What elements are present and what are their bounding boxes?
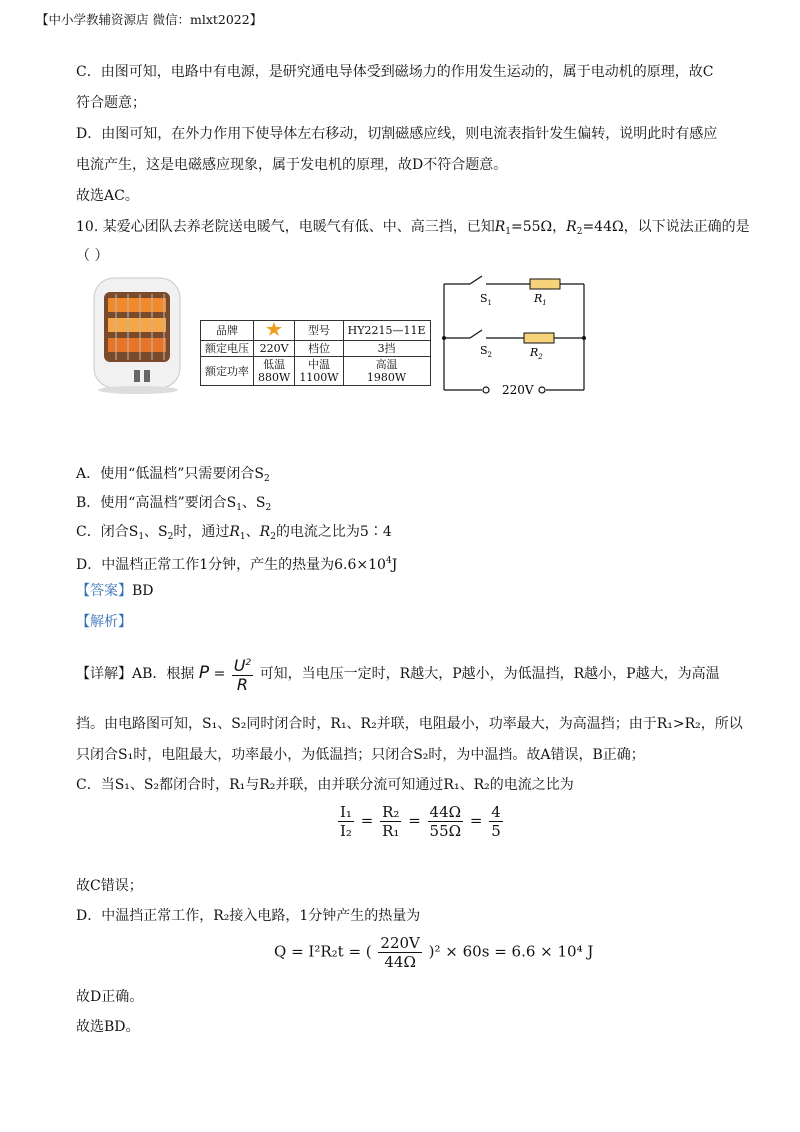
heater-image bbox=[88, 276, 188, 394]
ratio-ohm bbox=[428, 803, 464, 840]
option-c-r2: R bbox=[259, 524, 271, 540]
r2-label: $R_2$ bbox=[530, 346, 543, 361]
option-c-mid: 、S bbox=[144, 524, 168, 540]
ratio-eq3: = bbox=[469, 811, 483, 830]
power-high bbox=[343, 357, 430, 386]
high-value: 1980W bbox=[366, 371, 407, 384]
detail-line4: C．当S₁、S₂都闭合时，R₁与R₂并联，由并联分流可知通过R₁、R₂的电流之比为 bbox=[76, 777, 574, 793]
option-c-sub1: 1 bbox=[138, 532, 145, 542]
low-name: 低温 bbox=[263, 358, 286, 371]
detail-tail: 可知，当电压一定时，R越大，P越小，为低温挡，R越小，P越大，为高温 bbox=[259, 666, 720, 682]
ratio-eq1: = bbox=[360, 811, 374, 830]
option-c-end: 的电流之比为5∶4 bbox=[275, 524, 392, 540]
analysis-label bbox=[76, 612, 132, 632]
option-c-sub2: 2 bbox=[167, 532, 174, 542]
heat-num: 220V bbox=[380, 934, 420, 952]
ratio-55: 55Ω bbox=[429, 822, 462, 840]
r2-symbol: R bbox=[566, 219, 577, 235]
c-wrong: 故C错误； bbox=[76, 878, 143, 894]
r1-symbol: R bbox=[494, 219, 506, 235]
ratio-i1: I₁ bbox=[340, 803, 352, 821]
option-b-sub2: 2 bbox=[265, 503, 272, 513]
formula-p: P bbox=[198, 663, 210, 683]
model-value: HY2215—11E bbox=[343, 321, 430, 341]
ratio-i2: I₂ bbox=[340, 822, 352, 840]
option-b bbox=[76, 493, 271, 518]
prev-choose: 故选AC。 bbox=[76, 188, 139, 204]
heat-rhs: )² × 60s = 6.6 × 10⁴ J bbox=[428, 942, 594, 961]
r2-value: =44Ω，以下说法正确的是 bbox=[582, 219, 750, 235]
formula-fraction bbox=[232, 654, 253, 694]
detail-line5: D．中温挡正常工作，R₂接入电路，1分钟产生的热量为 bbox=[76, 908, 421, 924]
prev-option-d-line2: 电流产生，这是电磁感应现象，属于发电机的原理，故D不符合题意。 bbox=[76, 157, 508, 173]
option-d-sup: 4 bbox=[385, 556, 392, 566]
ratio-44: 44Ω bbox=[429, 803, 462, 821]
spec-table bbox=[200, 320, 431, 386]
r1-resistor bbox=[530, 279, 560, 289]
detail-line3: 只闭合S₁时，电阻最大，功率最小，为低温挡；只闭合S₂时，为中温挡。故A错误，B正确； bbox=[76, 747, 645, 763]
option-d bbox=[76, 551, 397, 575]
heat-den: 44Ω bbox=[384, 953, 416, 971]
option-c-pre: C．闭合S bbox=[76, 524, 139, 540]
analysis-label-text: 【解析】 bbox=[76, 614, 132, 630]
answer-label: 【答案】 bbox=[76, 583, 132, 599]
prev-option-c-line1: C．由图可知，电路中有电源，是研究通电导体受到磁场力的作用发生运动的，属于电动机的原理，故C bbox=[76, 64, 714, 80]
power-low bbox=[254, 357, 295, 386]
r2-sub: 2 bbox=[576, 227, 583, 237]
ratio-r1: R₁ bbox=[382, 822, 400, 840]
option-c-r1: R bbox=[229, 524, 240, 540]
circuit-diagram bbox=[430, 272, 610, 402]
option-b-mid: 、S bbox=[241, 495, 266, 511]
ratio-5: 5 bbox=[491, 822, 501, 840]
ratio-eq2: = bbox=[408, 811, 421, 830]
gear-value: 3挡 bbox=[343, 341, 430, 357]
question-number: 10. bbox=[76, 219, 99, 235]
high-name: 高温 bbox=[375, 358, 398, 371]
option-c-r2-sub: 2 bbox=[270, 532, 276, 542]
option-c-sep: 、 bbox=[245, 524, 260, 540]
formula-u: U bbox=[233, 656, 246, 675]
option-a-sub: 2 bbox=[264, 474, 270, 484]
detail-line2: 挡。由电路图可知，S₁、S₂同时闭合时，R₁、R₂并联，电阻最小，功率最大，为高温挡；由于R₁>R₂，所以 bbox=[76, 716, 743, 732]
question-10-stem bbox=[76, 217, 750, 242]
option-a bbox=[76, 464, 270, 489]
option-d-end: J bbox=[391, 557, 398, 573]
power-label: 额定功率 bbox=[201, 357, 254, 386]
prev-option-d-line1: D．由图可知，在外力作用下使导体左右移动，切割磁感应线，则电流表指针发生偏转，说明此时有感应 bbox=[76, 126, 718, 142]
option-c bbox=[76, 522, 392, 547]
mid-value: 1100W bbox=[299, 371, 339, 384]
detail-label: 【详解】AB．根据 bbox=[76, 666, 195, 682]
answer-value: BD bbox=[132, 583, 154, 599]
option-a-text: A．使用“低温档”只需要闭合S bbox=[76, 466, 265, 482]
d-right: 故D正确。 bbox=[76, 989, 144, 1005]
gear-label: 档位 bbox=[295, 341, 343, 357]
r1-label: $R_1$ bbox=[534, 292, 547, 307]
heat-fraction bbox=[378, 934, 421, 971]
formula-denominator: R bbox=[236, 675, 249, 694]
formula-u-sup: 2 bbox=[245, 658, 252, 668]
r1-sub: 1 bbox=[505, 227, 511, 237]
option-c-r1-sub: 1 bbox=[239, 532, 246, 542]
answer bbox=[76, 581, 154, 601]
option-b-sub1: 1 bbox=[236, 503, 242, 513]
option-b-text: B．使用“高温档”要闭合S bbox=[76, 495, 237, 511]
detail-line1 bbox=[76, 652, 720, 694]
question-paren: （ ） bbox=[76, 248, 109, 264]
heat-lhs: Q = I²R₂t = ( bbox=[274, 942, 372, 961]
s2-label: $S_2$ bbox=[480, 344, 493, 359]
ratio-4: 4 bbox=[491, 803, 501, 821]
heat-formula bbox=[274, 934, 593, 971]
voltage-value: 220V bbox=[254, 341, 295, 357]
s1-label: $S_1$ bbox=[480, 292, 493, 307]
prev-option-c-line2: 符合题意； bbox=[76, 95, 146, 111]
formula-eq: = bbox=[213, 666, 226, 682]
ratio-i bbox=[338, 803, 354, 840]
final-choose: 故选BD。 bbox=[76, 1019, 140, 1035]
r1-value: =55Ω， bbox=[511, 219, 567, 235]
r2-resistor bbox=[524, 333, 554, 343]
ratio-result bbox=[489, 803, 503, 840]
low-value: 880W bbox=[258, 371, 291, 384]
mid-name: 中温 bbox=[307, 358, 330, 371]
brand-logo bbox=[254, 321, 295, 341]
question-text: 某爱心团队去养老院送电暖气，电暖气有低、中、高三挡，已知 bbox=[102, 219, 495, 235]
formula-numerator bbox=[232, 654, 253, 676]
model-label: 型号 bbox=[295, 321, 343, 341]
voltage-label: 220V bbox=[502, 383, 534, 397]
power-mid bbox=[295, 357, 343, 386]
option-c-post: 时，通过 bbox=[173, 524, 230, 540]
ratio-r bbox=[380, 803, 401, 840]
star-icon bbox=[266, 322, 282, 336]
ratio-formula bbox=[336, 803, 505, 840]
option-d-text: D．中温档正常工作1分钟，产生的热量为6.6×10 bbox=[76, 557, 386, 573]
brand-label: 品牌 bbox=[201, 321, 254, 341]
ratio-r2: R₂ bbox=[382, 803, 400, 821]
page-header: 【中小学教辅资源店 微信：mlxt2022】 bbox=[36, 12, 263, 27]
voltage-label: 额定电压 bbox=[201, 341, 254, 357]
